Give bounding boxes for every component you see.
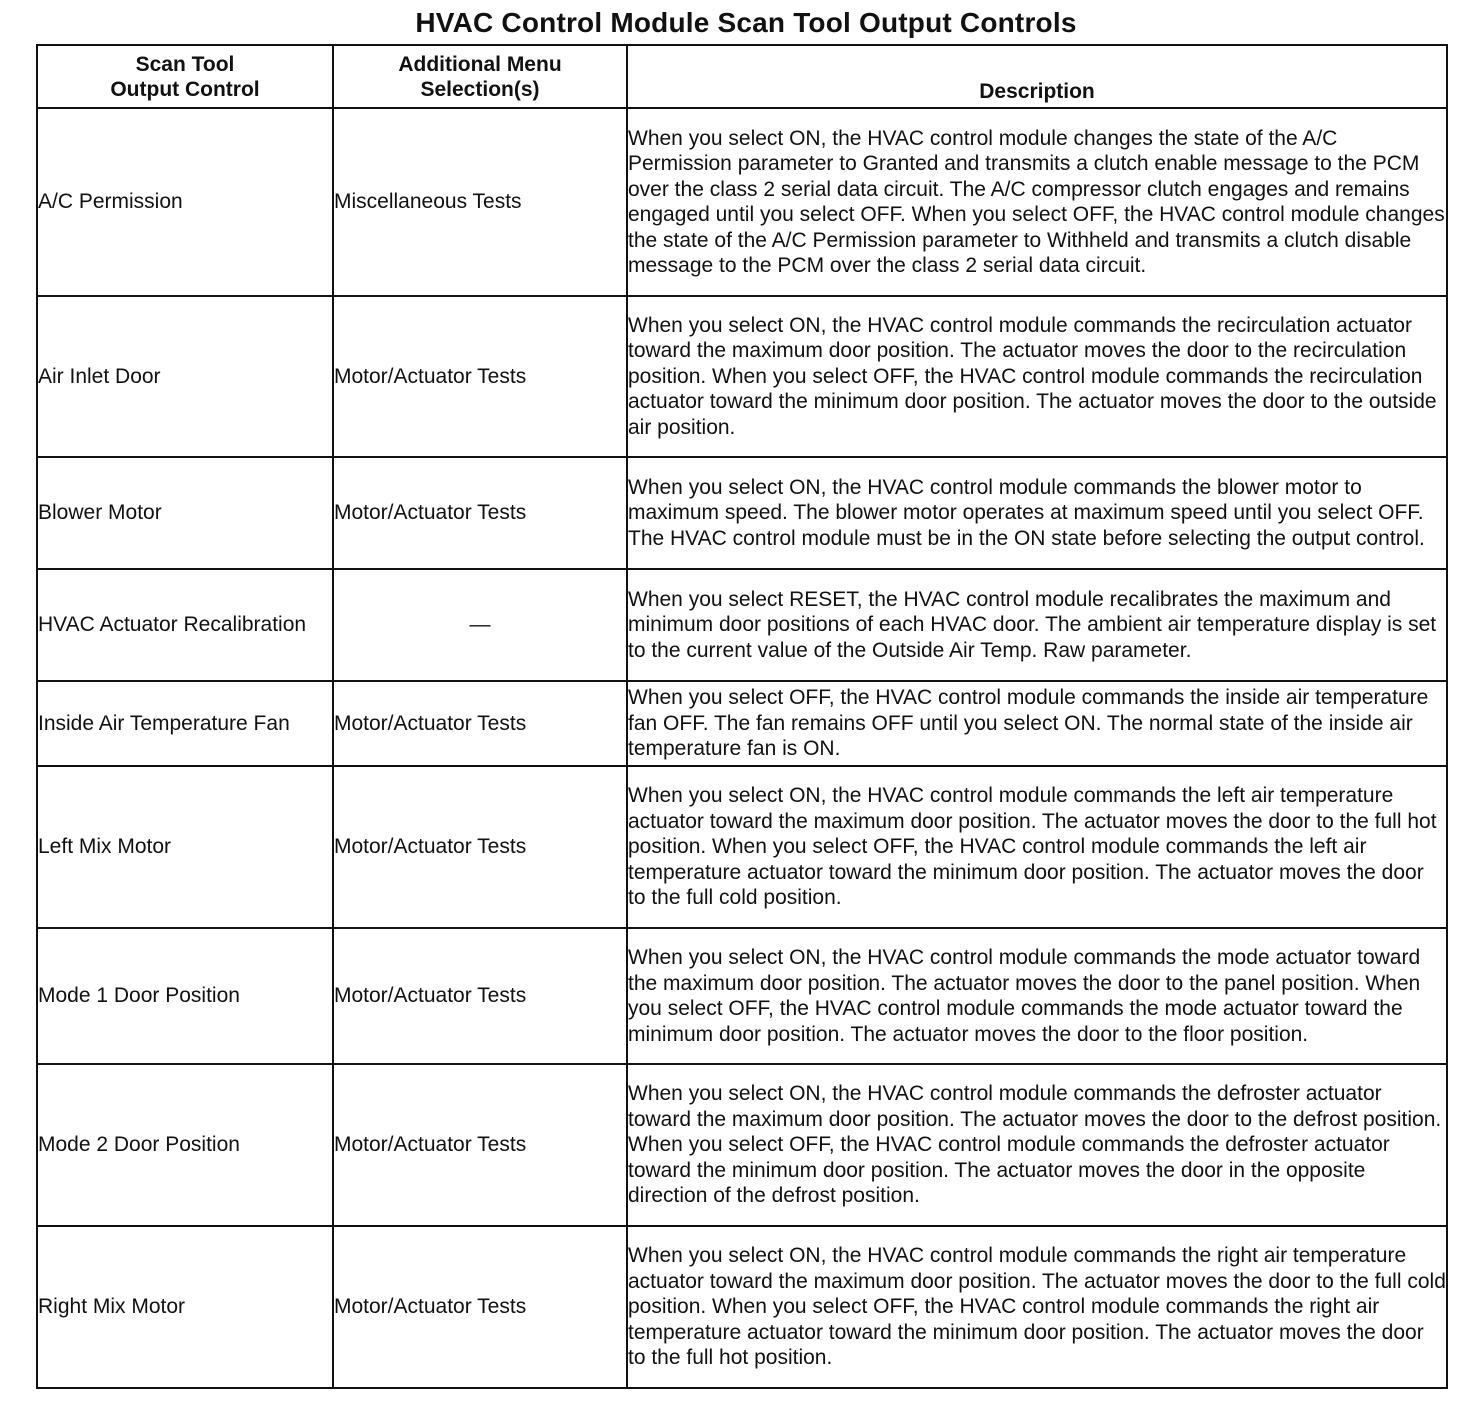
- control-cell: Left Mix Motor: [37, 766, 333, 928]
- menu-cell: Motor/Actuator Tests: [333, 681, 627, 766]
- header-scan-tool-output-control: [37, 45, 333, 108]
- control-cell: Right Mix Motor: [37, 1226, 333, 1388]
- table-row: [37, 569, 1447, 681]
- description-cell: When you select ON, the HVAC control module commands the recirculation actuator toward the maximum door position. The actuator moves the door to the recirculation position. When you select OFF, the HVAC control module commands the recirculation actuator toward the minimum door position. The actuator moves the door to the outside air position.: [627, 296, 1447, 457]
- menu-cell: Motor/Actuator Tests: [333, 457, 627, 569]
- header-col1-line1: Scan Tool: [135, 52, 235, 76]
- table-row: [37, 457, 1447, 569]
- table-row: [37, 296, 1447, 457]
- menu-cell: —: [333, 569, 627, 681]
- page-title: HVAC Control Module Scan Tool Output Controls: [415, 7, 1077, 38]
- description-cell: When you select ON, the HVAC control module commands the mode actuator toward the maximum door position. The actuator moves the door to the panel position. When you select OFF, the HVAC control module commands the mode actuator toward the minimum door position. The actuator moves the door to the floor position.: [627, 928, 1447, 1064]
- header-additional-menu-selections: [333, 45, 627, 108]
- header-col2-line1: Additional Menu: [398, 52, 562, 76]
- control-cell: Inside Air Temperature Fan: [37, 681, 333, 766]
- header-col2-line2: Selection(s): [420, 77, 540, 101]
- table-row: [37, 108, 1447, 296]
- menu-cell: Motor/Actuator Tests: [333, 928, 627, 1064]
- menu-cell: Motor/Actuator Tests: [333, 296, 627, 457]
- table-row: [37, 681, 1447, 766]
- output-controls-table: [36, 44, 1448, 1389]
- menu-cell: Miscellaneous Tests: [333, 108, 627, 296]
- table-row: [37, 928, 1447, 1064]
- header-row: [37, 45, 1447, 108]
- table-row: [37, 1064, 1447, 1226]
- description-cell: When you select ON, the HVAC control module commands the blower motor to maximum speed. The blower motor operates at maximum speed until you select OFF. The HVAC control module must be in the ON state before selecting the output control.: [627, 457, 1447, 569]
- control-cell: Air Inlet Door: [37, 296, 333, 457]
- header-description: Description: [627, 45, 1447, 108]
- description-cell: When you select ON, the HVAC control module commands the left air temperature actuator toward the maximum door position. The actuator moves the door to the full hot position. When you select OFF, the HVAC control module commands the left air temperature actuator toward the minimum door position. The actuator moves the door to the full cold position.: [627, 766, 1447, 928]
- menu-cell: Motor/Actuator Tests: [333, 766, 627, 928]
- control-cell: Mode 2 Door Position: [37, 1064, 333, 1226]
- control-cell: Mode 1 Door Position: [37, 928, 333, 1064]
- control-cell: A/C Permission: [37, 108, 333, 296]
- menu-cell: Motor/Actuator Tests: [333, 1226, 627, 1388]
- header-col1-line2: Output Control: [110, 77, 260, 101]
- table-row: [37, 1226, 1447, 1388]
- description-cell: When you select RESET, the HVAC control module recalibrates the maximum and minimum door positions of each HVAC door. The ambient air temperature display is set to the current value of the Outside Air Temp. Raw parameter.: [627, 569, 1447, 681]
- description-cell: When you select ON, the HVAC control module commands the right air temperature actuator toward the maximum door position. The actuator moves the door to the full cold position. When you select OFF, the HVAC control module commands the right air temperature actuator toward the minimum door position. The actuator moves the door to the full hot position.: [627, 1226, 1447, 1388]
- control-cell: Blower Motor: [37, 457, 333, 569]
- description-cell: When you select OFF, the HVAC control module commands the inside air temperature fan OFF. The fan remains OFF until you select ON. The normal state of the inside air temperature fan is ON.: [627, 681, 1447, 766]
- table-row: [37, 766, 1447, 928]
- menu-cell: Motor/Actuator Tests: [333, 1064, 627, 1226]
- control-cell: HVAC Actuator Recalibration: [37, 569, 333, 681]
- description-cell: When you select ON, the HVAC control module commands the defroster actuator toward the maximum door position. The actuator moves the door to the defrost position. When you select OFF, the HVAC control module commands the defroster actuator toward the minimum door position. The actuator moves the door in the opposite direction of the defrost position.: [627, 1064, 1447, 1226]
- description-cell: When you select ON, the HVAC control module changes the state of the A/C Permission parameter to Granted and transmits a clutch enable message to the PCM over the class 2 serial data circuit. The A/C compressor clutch engages and remains engaged until you select OFF. When you select OFF, the HVAC control module changes the state of the A/C Permission parameter to Withheld and transmits a clutch disable message to the PCM over the class 2 serial data circuit.: [627, 108, 1447, 296]
